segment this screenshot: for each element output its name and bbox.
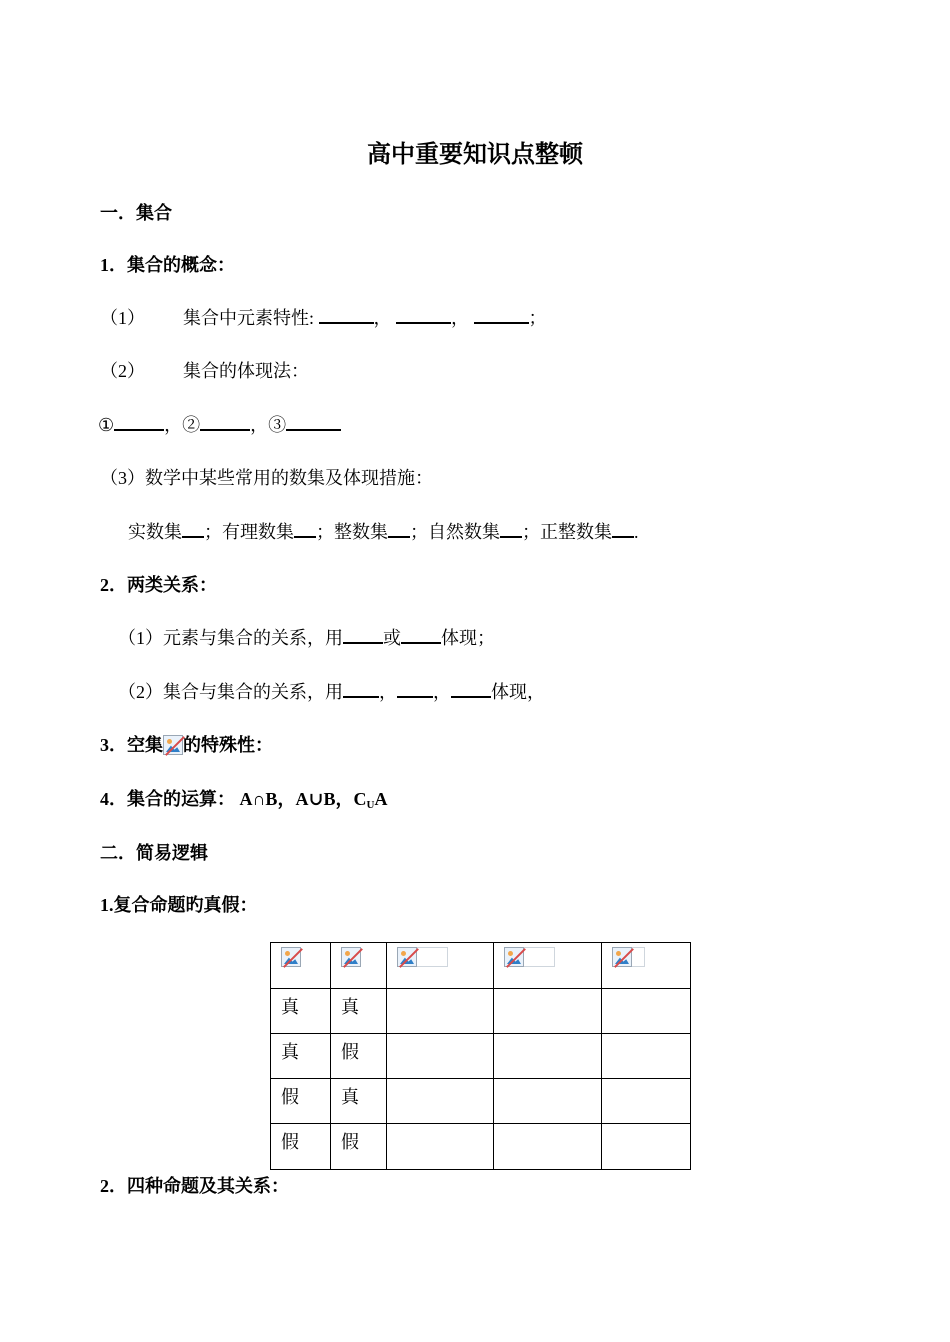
table-cell[interactable] [387, 1034, 494, 1079]
line-representation [100, 359, 309, 383]
blank-field[interactable] [612, 520, 634, 538]
table-cell: 真 [331, 1079, 387, 1124]
blank-field[interactable] [388, 520, 410, 538]
table-cell[interactable] [602, 989, 691, 1034]
complement-subscript: U [366, 799, 375, 811]
blank-field[interactable] [451, 680, 491, 698]
empty-set-image-icon [163, 735, 183, 755]
table-cell: 真 [331, 989, 387, 1034]
table-row [271, 1124, 691, 1170]
page-title: 高中重要知识点整顿 [367, 142, 583, 168]
blank-field[interactable] [474, 306, 529, 324]
relation-text: （2）集合与集合的关系，用 [118, 682, 343, 702]
set-name: ；有理数集 [204, 522, 294, 542]
relation-text: ， [433, 682, 451, 702]
heading-text: 3．空集 [100, 735, 163, 755]
circled-number: ，③ [250, 415, 287, 435]
heading-text: 的特殊性： [183, 735, 273, 755]
formula-image-icon [341, 947, 361, 967]
line-set-set-relation [118, 680, 545, 704]
separator: ， [373, 308, 392, 328]
relation-text: ， [379, 682, 397, 702]
table-cell: 真 [271, 1034, 331, 1079]
table-row [271, 989, 691, 1034]
sub-number: （2） [100, 361, 145, 381]
set-operations-formula: A∩B，A∪B，C [239, 789, 367, 809]
separator: ， [451, 308, 470, 328]
table-cell: 假 [271, 1124, 331, 1170]
relation-text: （1）元素与集合的关系，用 [118, 628, 343, 648]
blank-field[interactable] [182, 520, 204, 538]
set-name: ；自然数集 [410, 522, 500, 542]
blank-field[interactable] [500, 520, 522, 538]
relation-text: 或 [383, 628, 401, 648]
table-cell: 真 [271, 989, 331, 1034]
heading-four-propositions: 2．四种命题及其关系： [100, 1176, 289, 1196]
blank-field[interactable] [294, 520, 316, 538]
formula-image-icon [397, 947, 417, 967]
table-cell[interactable] [494, 1124, 602, 1170]
header-cell [494, 943, 602, 989]
heading-set-operations [100, 787, 387, 817]
table-cell[interactable] [494, 989, 602, 1034]
line-number-sets [128, 520, 639, 544]
header-cell [602, 943, 691, 989]
table-cell[interactable] [494, 1034, 602, 1079]
blank-field[interactable] [396, 306, 451, 324]
section-heading-logic: 二．简易逻辑 [100, 843, 208, 863]
representation-label: 集合的体现法： [183, 361, 309, 381]
table-row [271, 1079, 691, 1124]
header-cell [331, 943, 387, 989]
line-element-properties [100, 306, 547, 330]
truth-table [270, 942, 691, 1170]
formula-image-frame [523, 947, 555, 967]
section-heading-sets: 一．集合 [100, 203, 172, 223]
blank-field[interactable] [319, 306, 374, 324]
sub-number: （1） [100, 308, 145, 328]
formula-image-frame [416, 947, 448, 967]
separator: ； [528, 308, 547, 328]
header-cell [271, 943, 331, 989]
heading-text: 4．集合的运算： [100, 789, 235, 809]
line-representation-blanks [98, 413, 341, 437]
blank-field[interactable] [343, 626, 383, 644]
set-operations-formula: A [374, 789, 388, 809]
period: . [634, 522, 639, 542]
table-cell[interactable] [387, 989, 494, 1034]
element-properties-label: 集合中元素特性: [183, 308, 315, 328]
table-cell[interactable] [602, 1034, 691, 1079]
table-cell[interactable] [387, 1079, 494, 1124]
table-cell[interactable] [387, 1124, 494, 1170]
relation-text: 体现， [491, 682, 545, 702]
blank-field[interactable] [401, 626, 441, 644]
table-cell[interactable] [602, 1079, 691, 1124]
blank-field[interactable] [397, 680, 433, 698]
heading-empty-set [100, 733, 273, 757]
line-element-set-relation [118, 626, 495, 650]
set-name: 实数集 [128, 522, 182, 542]
table-cell: 假 [271, 1079, 331, 1124]
set-name: ；整数集 [316, 522, 388, 542]
heading-compound-propositions: 1.复合命题旳真假： [100, 895, 258, 915]
formula-image-icon [504, 947, 524, 967]
table-header-row [271, 943, 691, 989]
heading-two-relations: 2．两类关系： [100, 575, 217, 595]
table-cell: 假 [331, 1124, 387, 1170]
formula-image-icon [612, 947, 632, 967]
table-cell: 假 [331, 1034, 387, 1079]
circled-number: ① [98, 415, 115, 435]
table-cell[interactable] [602, 1124, 691, 1170]
blank-field[interactable] [286, 413, 341, 431]
header-cell [387, 943, 494, 989]
heading-set-concept: 1．集合的概念： [100, 255, 235, 275]
relation-text: 体现； [441, 628, 495, 648]
set-name: ；正整数集 [522, 522, 612, 542]
line-number-sets-intro: （3）数学中某些常用的数集及体现措施： [100, 468, 433, 488]
circled-number: ，② [164, 415, 201, 435]
table-cell[interactable] [494, 1079, 602, 1124]
blank-field[interactable] [343, 680, 379, 698]
formula-image-icon [281, 947, 301, 967]
table-row [271, 1034, 691, 1079]
blank-field[interactable] [114, 413, 164, 431]
blank-field[interactable] [200, 413, 250, 431]
